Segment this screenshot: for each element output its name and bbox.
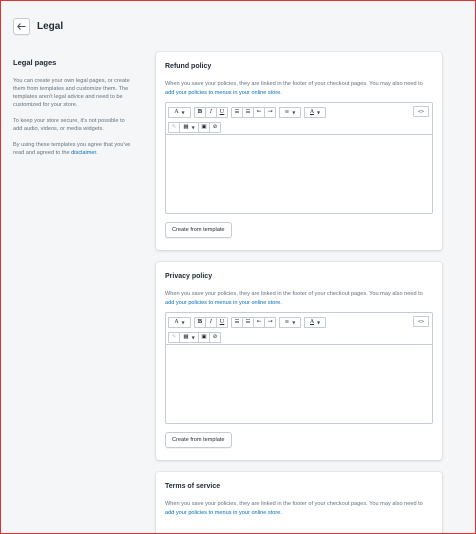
indent-button[interactable] <box>264 317 276 328</box>
indent-icon: ⇥ <box>267 319 273 325</box>
chevron-down-icon: ▼ <box>191 124 195 130</box>
editor-toolbar <box>166 103 432 135</box>
refund-policy-card <box>156 52 442 250</box>
policies-menu-link[interactable]: add your policies to menus in your online store <box>165 509 281 516</box>
editor-content-area[interactable] <box>166 135 432 213</box>
card-description: When you save your policies, they are linked in the footer of your checkout pages. You may also need to add your policies to menus in your online store. <box>165 501 423 516</box>
section-security-note: To keep your store secure, it's not possible to add audio, videos, or media widgets. <box>13 118 125 132</box>
card-title: Terms of service <box>165 483 221 490</box>
section-description: You can create your own legal pages, or create them from templates and customize them. The templates aren't legal advice and need to be customized for your store. <box>13 78 130 108</box>
rich-text-editor <box>165 102 433 214</box>
bold-button[interactable]: B <box>194 317 206 328</box>
chevron-down-icon: ▼ <box>292 109 296 115</box>
page-title: Legal <box>37 20 64 32</box>
outdent-icon: ⇤ <box>256 109 262 115</box>
image-icon: ▣ <box>201 124 207 130</box>
legal-pages-section <box>13 58 133 165</box>
text-color-dropdown[interactable]: A ▼ <box>304 317 326 328</box>
card-title: Privacy policy <box>165 273 213 280</box>
block-icon: ⊘ <box>212 334 218 340</box>
chevron-down-icon: ▼ <box>316 319 321 325</box>
terms-of-service-card <box>156 472 442 534</box>
indent-icon: ⇥ <box>267 109 273 115</box>
font-style-dropdown[interactable]: A ▼ <box>168 317 191 328</box>
font-style-dropdown[interactable]: A ▼ <box>168 107 191 118</box>
table-dropdown[interactable]: ▦ ▼ <box>179 332 199 343</box>
clear-formatting-button[interactable] <box>209 332 221 343</box>
policies-menu-link[interactable]: add your policies to menus in your online store <box>165 89 281 96</box>
bulleted-list-icon: ☰ <box>234 109 240 115</box>
card-description: When you save your policies, they are linked in the footer of your checkout pages. You may also need to add your policies to menus in your online store. <box>165 81 423 96</box>
section-disclaimer-note: By using these templates you agree that you've read and agreed to the disclaimer. <box>13 142 131 156</box>
disclaimer-link[interactable]: disclaimer <box>71 150 97 156</box>
italic-button[interactable]: I <box>205 107 217 118</box>
italic-button[interactable]: I <box>205 317 217 328</box>
clear-formatting-button[interactable] <box>209 122 221 133</box>
card-title: Refund policy <box>165 63 212 70</box>
indent-button[interactable] <box>264 107 276 118</box>
chevron-down-icon: ▼ <box>316 109 321 115</box>
text-color-dropdown[interactable]: A ▼ <box>304 107 326 118</box>
bold-button[interactable]: B <box>194 107 206 118</box>
block-icon: ⊘ <box>212 124 218 130</box>
rich-text-editor <box>165 312 433 424</box>
create-from-template-button[interactable]: Create from template <box>165 432 232 448</box>
show-html-button[interactable]: <> <box>413 106 429 117</box>
image-icon: ▣ <box>201 334 207 340</box>
show-html-button[interactable]: <> <box>413 316 429 327</box>
chevron-down-icon: ▼ <box>181 109 185 115</box>
chevron-down-icon: ▼ <box>191 334 195 340</box>
chevron-down-icon: ▼ <box>292 319 296 325</box>
table-dropdown[interactable]: ▦ ▼ <box>179 122 199 133</box>
page-header <box>0 0 476 52</box>
chevron-down-icon: ▼ <box>181 319 185 325</box>
policies-menu-link[interactable]: add your policies to menus in your online store <box>165 299 281 306</box>
numbered-list-icon: ☰ <box>245 319 251 325</box>
arrow-left-icon <box>17 23 26 30</box>
underline-button[interactable]: U <box>216 107 228 118</box>
card-description: When you save your policies, they are linked in the footer of your checkout pages. You may also need to add your policies to menus in your online store. <box>165 291 423 306</box>
link-icon: ✎ <box>171 124 177 130</box>
editor-toolbar <box>166 313 432 345</box>
editor-content-area[interactable] <box>166 345 432 423</box>
create-from-template-button[interactable]: Create from template <box>165 222 232 238</box>
underline-button[interactable]: U <box>216 317 228 328</box>
align-dropdown[interactable]: ≡ ▼ <box>279 317 301 328</box>
privacy-policy-card <box>156 262 442 460</box>
section-title: Legal pages <box>13 58 57 67</box>
link-icon: ✎ <box>171 334 177 340</box>
align-dropdown[interactable]: ≡ ▼ <box>279 107 301 118</box>
outdent-icon: ⇤ <box>256 319 262 325</box>
numbered-list-icon: ☰ <box>245 109 251 115</box>
bulleted-list-icon: ☰ <box>234 319 240 325</box>
back-button[interactable] <box>13 18 30 35</box>
